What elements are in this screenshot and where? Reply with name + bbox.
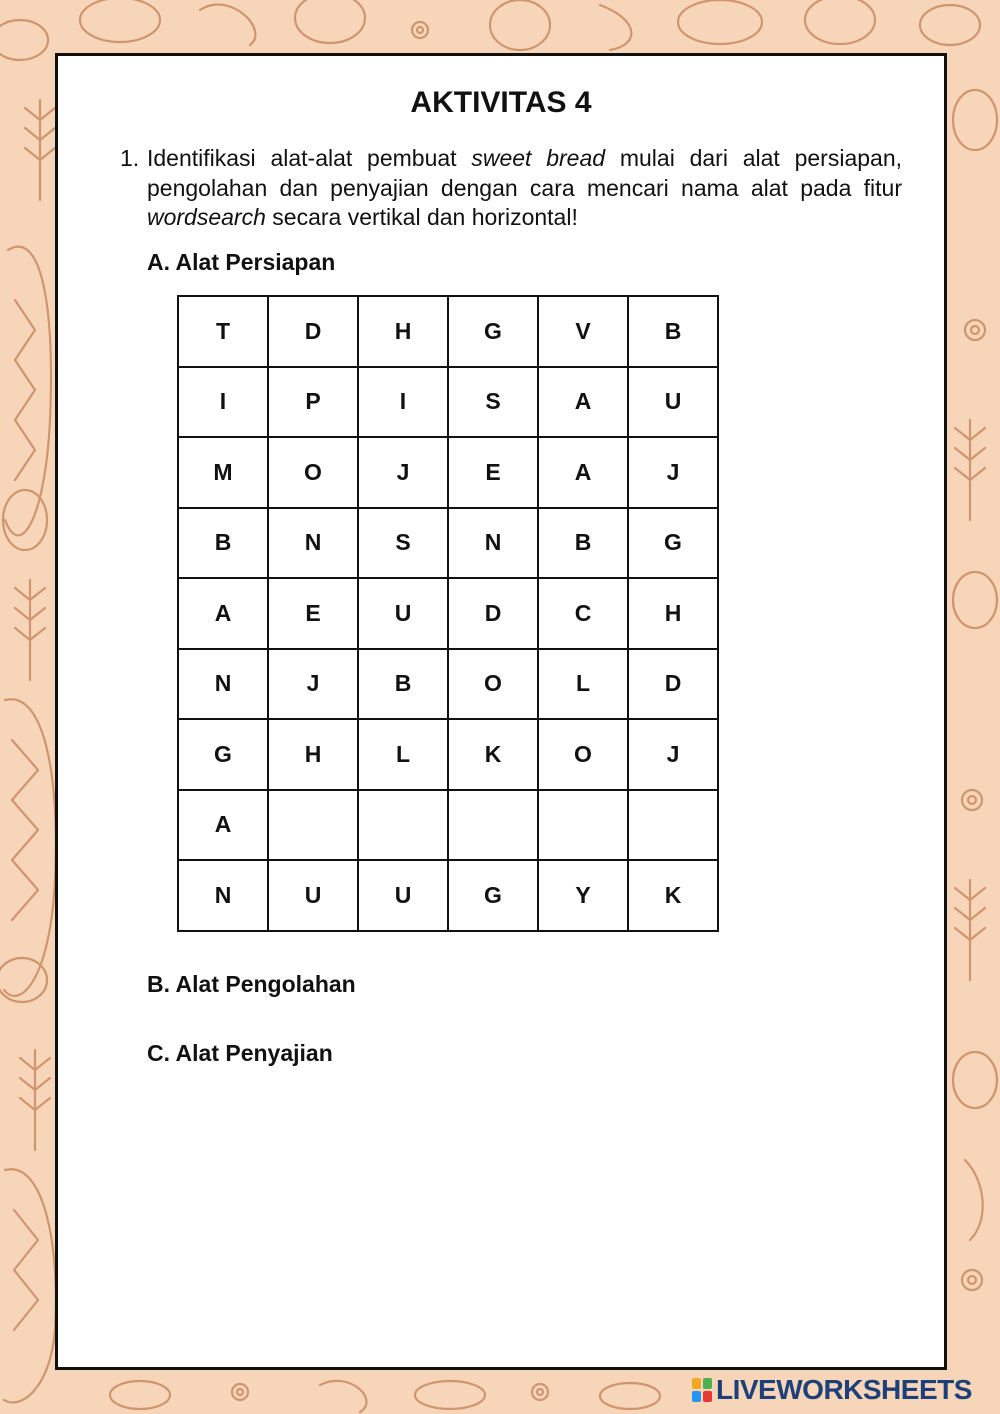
grid-cell[interactable]: A <box>539 368 629 439</box>
grid-cell[interactable]: B <box>629 297 719 368</box>
grid-cell[interactable]: H <box>629 579 719 650</box>
grid-cell[interactable]: A <box>539 438 629 509</box>
grid-cell[interactable]: H <box>269 720 359 791</box>
grid-cell[interactable]: A <box>179 579 269 650</box>
grid-cell[interactable]: J <box>629 720 719 791</box>
grid-cell[interactable]: U <box>629 368 719 439</box>
liveworksheets-logo-icon <box>692 1378 712 1402</box>
instruction <box>120 144 902 233</box>
grid-cell[interactable]: Y <box>539 861 629 932</box>
grid-cell[interactable]: G <box>179 720 269 791</box>
grid-cell[interactable]: L <box>359 720 449 791</box>
grid-cell[interactable]: G <box>449 297 539 368</box>
grid-cell[interactable]: O <box>269 438 359 509</box>
grid-cell[interactable]: G <box>449 861 539 932</box>
section-b-heading: B. Alat Pengolahan <box>147 971 356 997</box>
grid-cell[interactable] <box>539 791 629 862</box>
grid-cell[interactable]: E <box>269 579 359 650</box>
grid-cell[interactable]: D <box>269 297 359 368</box>
worksheet-page <box>55 53 947 1370</box>
section-a-heading: A. Alat Persiapan <box>147 249 336 275</box>
grid-cell[interactable] <box>269 791 359 862</box>
grid-cell[interactable]: N <box>269 509 359 580</box>
grid-cell[interactable] <box>629 791 719 862</box>
grid-cell[interactable]: K <box>449 720 539 791</box>
grid-cell[interactable]: V <box>539 297 629 368</box>
grid-cell[interactable]: K <box>629 861 719 932</box>
section-c-heading: C. Alat Penyajian <box>147 1040 333 1066</box>
grid-cell[interactable]: B <box>179 509 269 580</box>
grid-cell[interactable] <box>449 791 539 862</box>
grid-cell[interactable]: U <box>359 579 449 650</box>
grid-cell[interactable]: C <box>539 579 629 650</box>
grid-cell[interactable]: E <box>449 438 539 509</box>
grid-cell[interactable]: N <box>449 509 539 580</box>
grid-cell[interactable]: D <box>629 650 719 721</box>
instruction-number: 1. <box>120 145 140 171</box>
grid-cell[interactable] <box>359 791 449 862</box>
grid-cell[interactable]: O <box>539 720 629 791</box>
grid-cell[interactable]: S <box>359 509 449 580</box>
grid-cell[interactable]: J <box>629 438 719 509</box>
grid-cell[interactable]: H <box>359 297 449 368</box>
grid-cell[interactable]: J <box>359 438 449 509</box>
grid-cell[interactable]: D <box>449 579 539 650</box>
grid-cell[interactable]: B <box>539 509 629 580</box>
grid-cell[interactable]: A <box>179 791 269 862</box>
grid-cell[interactable]: L <box>539 650 629 721</box>
grid-cell[interactable]: T <box>179 297 269 368</box>
grid-cell[interactable]: U <box>269 861 359 932</box>
grid-cell[interactable]: N <box>179 861 269 932</box>
grid-cell[interactable]: M <box>179 438 269 509</box>
grid-cell[interactable]: J <box>269 650 359 721</box>
grid-cell[interactable]: G <box>629 509 719 580</box>
grid-cell[interactable]: U <box>359 861 449 932</box>
grid-cell[interactable]: S <box>449 368 539 439</box>
liveworksheets-brand[interactable] <box>692 1373 972 1407</box>
grid-cell[interactable]: I <box>179 368 269 439</box>
grid-cell[interactable]: N <box>179 650 269 721</box>
wordsearch-grid <box>177 295 719 932</box>
grid-cell[interactable]: I <box>359 368 449 439</box>
instruction-text: Identifikasi alat-alat pembuat sweet bread mulai dari alat persiapan, pengolahan dan penyajian dengan cara mencari nama alat pada fitur wordsearch secara vertikal dan horizontal! <box>147 145 902 230</box>
grid-cell[interactable]: O <box>449 650 539 721</box>
grid-cell[interactable]: P <box>269 368 359 439</box>
grid-cell[interactable]: B <box>359 650 449 721</box>
page-title: AKTIVITAS 4 <box>410 86 592 119</box>
liveworksheets-text: LIVEWORKSHEETS <box>716 1374 972 1405</box>
